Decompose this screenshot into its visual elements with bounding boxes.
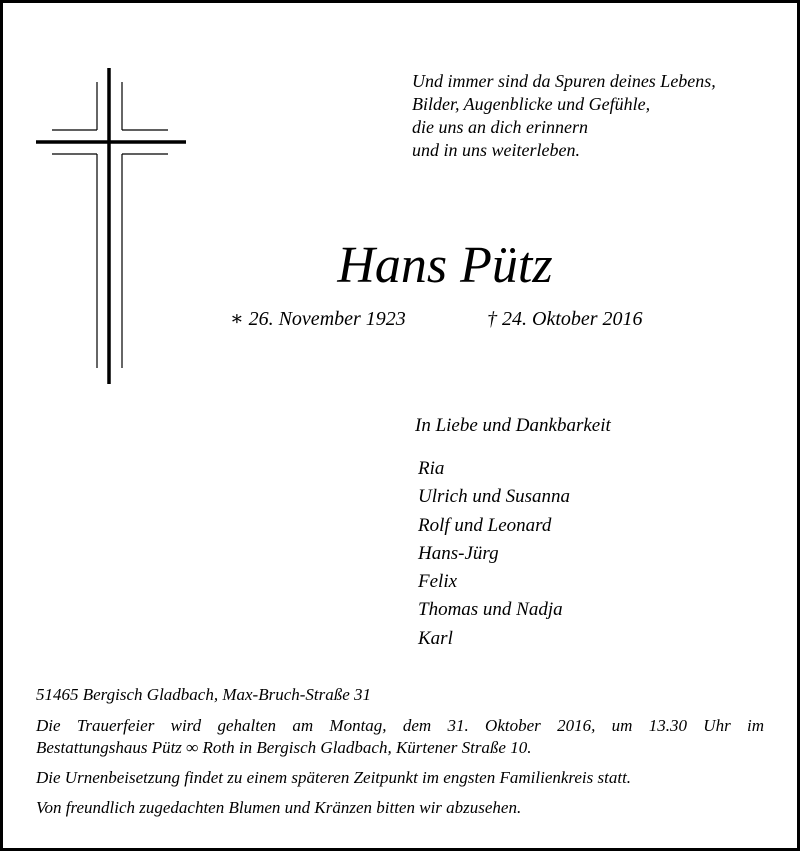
flowers-request: Von freundlich zugedachten Blumen und Kränzen bitten wir abzusehen. [36,798,522,817]
birth-date: ∗ 26. November 1923 [230,308,406,330]
mourner-name: Ulrich und Susanna [418,486,570,508]
mourners-list [418,455,570,653]
mourner-name: Felix [418,571,458,593]
family-address: 51465 Bergisch Gladbach, Max-Bruch-Straße 31 [36,685,372,704]
poem-line: die uns an dich erinnern [412,117,588,137]
ceremony-line: Bestattungshaus Pütz ∞ Roth in Bergisch Gladbach, Kürtener Straße 10. [36,738,532,757]
mourner-name: Ria [418,458,445,479]
ceremony-line: Die Trauerfeier wird gehalten am Montag, dem 31. Oktober 2016, um 13.30 Uhr im [36,716,764,735]
mourner-name: Thomas und Nadja [418,599,563,621]
mourner-name: Hans-Jürg [418,542,499,564]
mourner-name: Karl [418,627,453,649]
memorial-poem [412,70,782,162]
christian-cross-icon [36,68,186,384]
mourners-intro: In Liebe und Dankbarkeit [415,415,611,436]
deceased-name: Hans Pütz [337,237,553,294]
poem-line: Und immer sind da Spuren deines Lebens, [412,71,716,91]
urn-burial-info: Die Urnenbeisetzung findet zu einem späteren Zeitpunkt im engsten Familienkreis statt. [36,768,632,787]
poem-line: und in uns weiterleben. [412,140,580,160]
notice-footer [36,684,764,827]
poem-line: Bilder, Augenblicke und Gefühle, [412,94,651,114]
death-date: † 24. Oktober 2016 [487,308,643,330]
mourner-name: Rolf und Leonard [418,514,552,536]
ceremony-info [36,715,764,759]
